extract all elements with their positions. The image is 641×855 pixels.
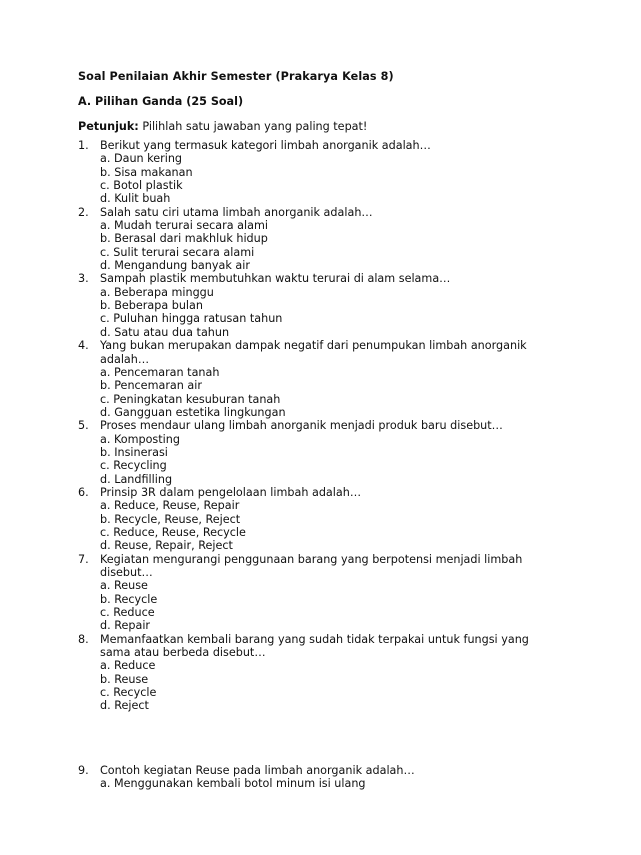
question-2 bbox=[78, 206, 558, 219]
question-list-continued bbox=[78, 764, 558, 791]
option: a. Reduce bbox=[100, 659, 156, 673]
question-text: Kegiatan mengurangi penggunaan barang yang berpotensi menjadi limbah disebut… bbox=[100, 552, 523, 579]
question-text: Salah satu ciri utama limbah anorganik adalah… bbox=[100, 205, 373, 219]
option: a. Beberapa minggu bbox=[100, 285, 214, 299]
option: b. Recycle, Reuse, Reject bbox=[100, 512, 241, 526]
option: b. Recycle bbox=[100, 592, 158, 606]
instruction-label: Petunjuk: bbox=[78, 120, 139, 133]
option: d. Landfilling bbox=[100, 472, 173, 486]
option: b. Insinerasi bbox=[100, 445, 168, 459]
option: b. Pencemaran air bbox=[100, 379, 202, 393]
option: d. Reject bbox=[100, 699, 149, 713]
option: a. Pencemaran tanah bbox=[100, 365, 220, 379]
option: b. Reuse bbox=[100, 672, 149, 686]
question-4 bbox=[78, 339, 558, 366]
question-text: Sampah plastik membutuhkan waktu terurai di alam selama… bbox=[100, 272, 451, 286]
question-text: Berikut yang termasuk kategori limbah anorganik adalah… bbox=[100, 139, 431, 152]
question-number: 3. bbox=[78, 272, 89, 286]
question-3 bbox=[78, 272, 558, 285]
option: c. Recycling bbox=[100, 459, 167, 473]
question-1 bbox=[78, 139, 558, 152]
option: a. Mudah terurai secara alami bbox=[100, 219, 268, 233]
question-text: Memanfaatkan kembali barang yang sudah tidak terpakai untuk fungsi yang sama atau berbeda disebut… bbox=[100, 632, 529, 660]
question-8 bbox=[78, 633, 558, 660]
option: a. Reduce, Reuse, Repair bbox=[100, 499, 240, 513]
question-number: 8. bbox=[78, 632, 89, 646]
option: c. Sulit terurai secara alami bbox=[100, 245, 255, 259]
option: d. Satu atau dua tahun bbox=[100, 325, 230, 339]
option: b. Sisa makanan bbox=[100, 165, 193, 179]
option: a. Menggunakan kembali botol minum isi ulang bbox=[100, 777, 366, 791]
option: d. Gangguan estetika lingkungan bbox=[100, 405, 286, 419]
option: c. Reduce bbox=[100, 606, 155, 620]
question-text: Prinsip 3R dalam pengelolaan limbah adalah… bbox=[100, 485, 362, 499]
question-number: 5. bbox=[78, 419, 89, 433]
option: d. Reuse, Repair, Reject bbox=[100, 539, 233, 553]
question-number: 1. bbox=[78, 139, 89, 152]
option: d. Mengandung banyak air bbox=[100, 259, 250, 273]
option: a. Reuse bbox=[100, 579, 148, 593]
option: d. Kulit buah bbox=[100, 192, 171, 206]
option: a. Komposting bbox=[100, 432, 180, 446]
question-5 bbox=[78, 419, 558, 432]
question-number: 9. bbox=[78, 764, 89, 777]
instruction bbox=[78, 120, 367, 133]
option: b. Beberapa bulan bbox=[100, 299, 203, 313]
option: d. Repair bbox=[100, 619, 151, 633]
question-text: Proses mendaur ulang limbah anorganik menjadi produk baru disebut… bbox=[100, 419, 503, 433]
question-number: 2. bbox=[78, 205, 89, 219]
question-text: Contoh kegiatan Reuse pada limbah anorganik adalah… bbox=[100, 764, 415, 777]
question-number: 7. bbox=[78, 552, 89, 566]
question-7 bbox=[78, 553, 558, 580]
question-number: 6. bbox=[78, 485, 89, 499]
option: c. Reduce, Reuse, Recycle bbox=[100, 525, 246, 539]
option: a. Daun kering bbox=[100, 152, 183, 166]
question-9 bbox=[78, 764, 558, 777]
question-number: 4. bbox=[78, 339, 89, 353]
instruction-text: Pilihlah satu jawaban yang paling tepat! bbox=[138, 120, 368, 133]
option: b. Berasal dari makhluk hidup bbox=[100, 232, 268, 246]
question-text: Yang bukan merupakan dampak negatif dari penumpukan limbah anorganik adalah… bbox=[100, 339, 527, 366]
section-heading: A. Pilihan Ganda (25 Soal) bbox=[78, 95, 244, 108]
option: c. Recycle bbox=[100, 686, 157, 700]
document-title: Soal Penilaian Akhir Semester (Prakarya Kelas 8) bbox=[78, 70, 394, 83]
option: c. Botol plastik bbox=[100, 179, 183, 193]
question-list bbox=[78, 139, 558, 713]
option: c. Puluhan hingga ratusan tahun bbox=[100, 312, 283, 326]
option: c. Peningkatan kesuburan tanah bbox=[100, 392, 281, 406]
question-6 bbox=[78, 486, 558, 499]
